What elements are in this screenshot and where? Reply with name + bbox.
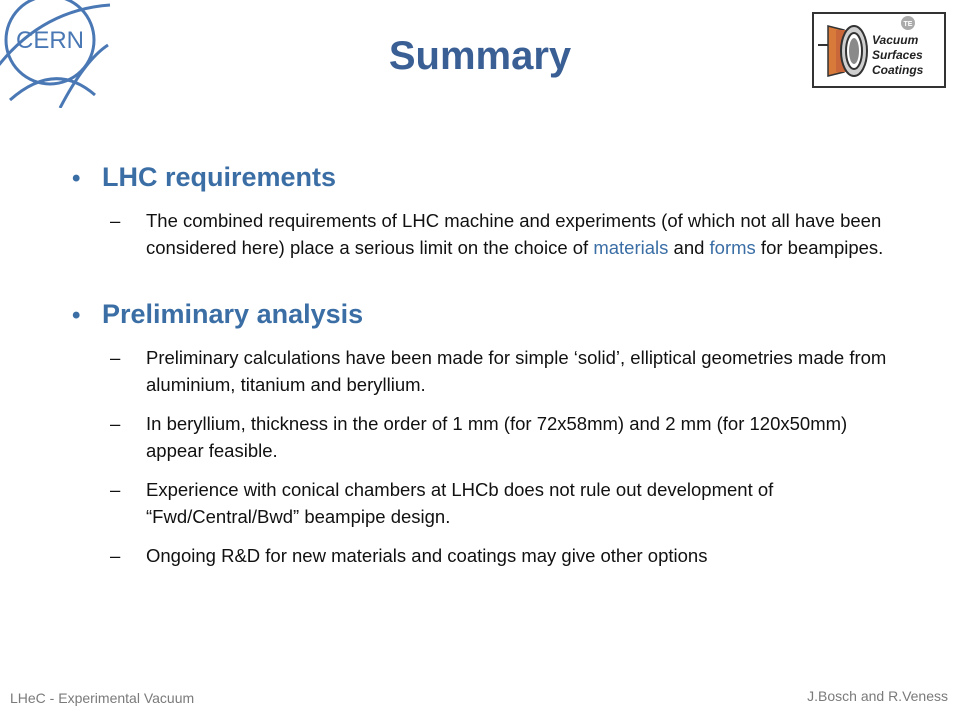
section-heading-text: Preliminary analysis xyxy=(102,299,364,329)
vsc-line1: Vacuum xyxy=(872,33,919,47)
section-heading-text: LHC requirements xyxy=(102,162,337,192)
section-preliminary-analysis xyxy=(72,299,902,569)
vsc-line2: Surfaces xyxy=(872,48,923,62)
dash-icon: – xyxy=(110,545,121,566)
highlight-materials: materials xyxy=(593,237,669,258)
list-item-text: Preliminary calculations have been made for simple ‘solid’, elliptical geometries made from aluminium, titanium and beryllium. xyxy=(146,347,887,395)
list-item xyxy=(110,344,902,398)
dash-icon: – xyxy=(110,347,121,368)
bullet-icon: • xyxy=(72,165,81,192)
slide-title: Summary xyxy=(388,34,572,78)
slide-content xyxy=(72,162,902,607)
dash-icon: – xyxy=(110,210,121,231)
section-lhc-requirements xyxy=(72,162,902,261)
dash-icon: – xyxy=(110,413,121,434)
vsc-line3: Coatings xyxy=(872,63,924,77)
footer-right: J.Bosch and R.Veness xyxy=(807,688,948,704)
text-segment: for beampipes. xyxy=(755,237,884,258)
list-item-text xyxy=(146,207,902,261)
footer-left: LHeC - Experimental Vacuum xyxy=(10,690,195,706)
highlight-forms: forms xyxy=(709,237,756,258)
vsc-badge-text: TE xyxy=(903,21,913,28)
bullet-icon: • xyxy=(72,302,81,329)
list-item-text: Experience with conical chambers at LHCb does not rule out development of “Fwd/Central/Bwd” beampipe design. xyxy=(146,479,774,527)
list-item xyxy=(110,476,902,530)
section-heading xyxy=(72,299,902,330)
text-segment: and xyxy=(668,237,710,258)
list-item xyxy=(110,207,902,261)
cern-logo-text: CERN xyxy=(15,27,85,54)
list-item xyxy=(110,410,902,464)
section-heading xyxy=(72,162,902,193)
list-item-text: Ongoing R&D for new materials and coatings may give other options xyxy=(146,545,708,566)
dash-icon: – xyxy=(110,479,121,500)
list-item xyxy=(110,542,902,569)
text-segment: The combined requirements of LHC machine and experiments (of which not all have been considered here) place a serious limit on the choice of xyxy=(146,210,882,258)
list-item-text: In beryllium, thickness in the order of 1 mm (for 72x58mm) and 2 mm (for 120x50mm) appear feasible. xyxy=(146,413,848,461)
